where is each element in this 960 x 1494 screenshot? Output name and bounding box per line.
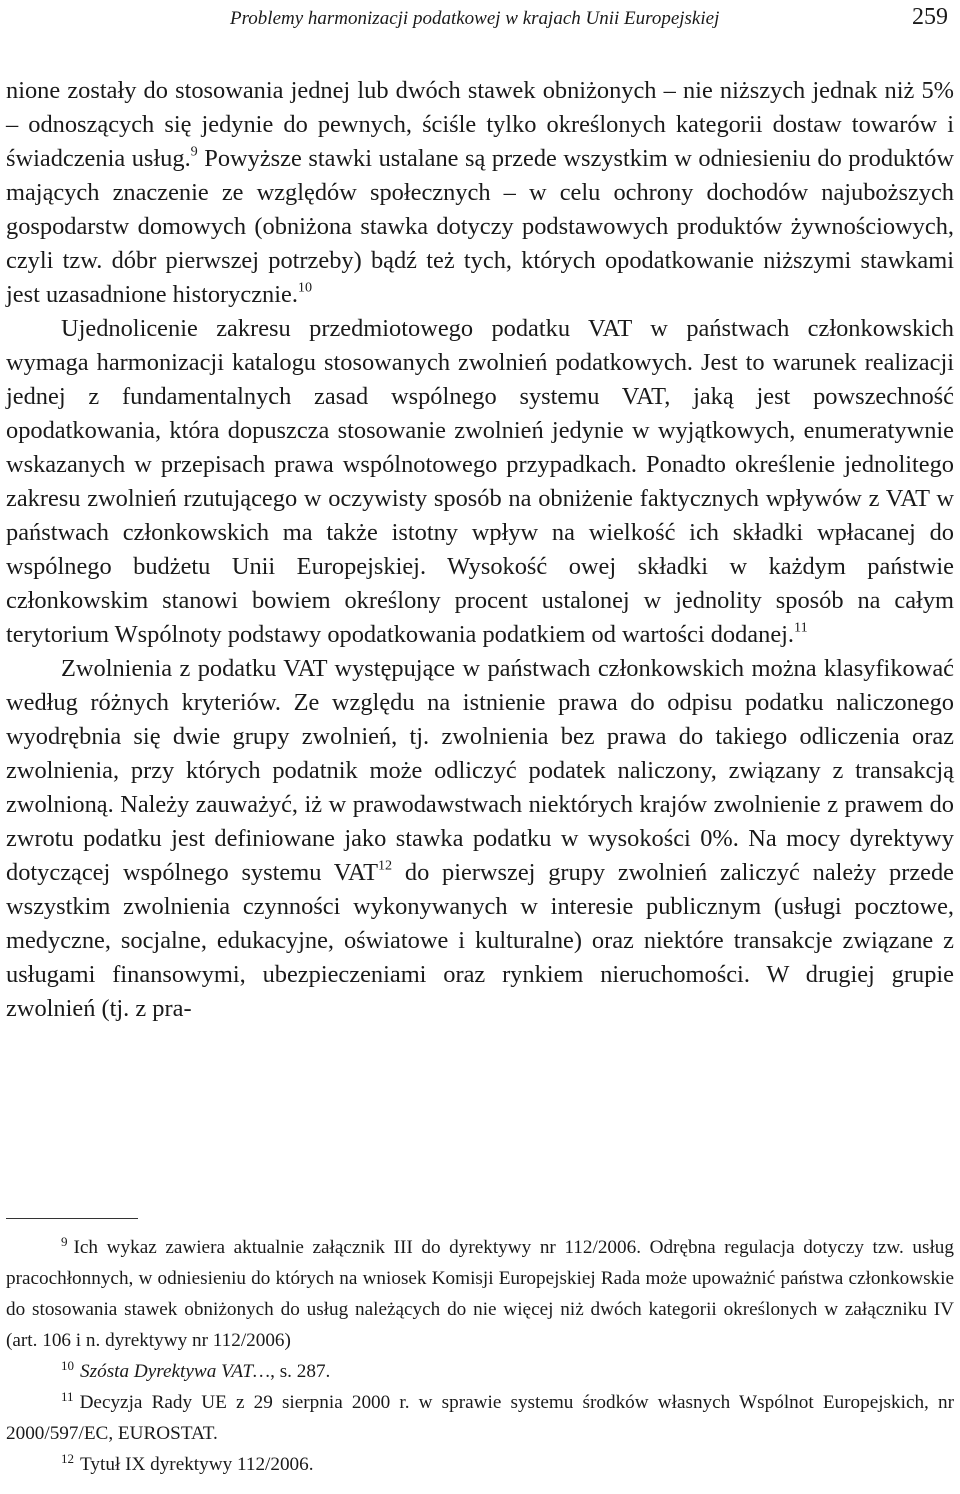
- paragraph-3-text-b: do pierwszej grupy zwolnień zaliczyć należy przede wszystkim zwolnienia czynności wykonywanych w interesie publicznym (usługi pocztowe, medyczne, socjalne, edukacyjne, oświatowe i kulturalne) oraz niektóre transakcje związane z usługami finansowymi, ubezpieczeniami oraz rynkiem nieruchomości. W drugiej grupie zwolnień (tj. z pra-: [6, 859, 955, 1022]
- paragraph-3-text-a: Zwolnienia z podatku VAT występujące w państwach członkowskich można klasyfikować według różnych kryteriów. Ze względu na istnienie prawa do odpisu podatku naliczonego wyodrębnia się dwie grupy zwolnień, tj. zwolnienia bez prawa do takiego odliczenia oraz zwolnienia, przy których podatnik może odliczyć podatek naliczony, związany z transakcją zwolnioną. Należy zauważyć, iż w prawodawstwach niektórych krajów zwolnienie z prawem do zwrotu podatku jest definiowane jako stawka podatku w wysokości 0%. Na mocy dyrektywy dotyczącej wspólnego systemu VAT: [6, 655, 954, 886]
- footnote-ref-11[interactable]: 11: [794, 619, 808, 636]
- body-text: [6, 74, 954, 1026]
- footnote-text: Decyzja Rady UE z 29 sierpnia 2000 r. w sprawie systemu środków własnych Wspólnot Europejskich, nr 2000/597/EC, EUROSTAT.: [6, 1392, 954, 1444]
- footnotes: [6, 1232, 954, 1480]
- footnote-mark: 11: [61, 1388, 74, 1404]
- paragraph-1-text-a: nione zostały do stosowania jednej lub dwóch stawek obniżonych – nie niższych jednak niż 5% – odnoszących się jedynie do pewnych, ściśle tylko określonych kategorii dostaw towarów i świadczenia usług.: [6, 77, 954, 172]
- paragraph-2-text-a: Ujednolicenie zakresu przedmiotowego podatku VAT w państwach członkowskich wymaga harmonizacji katalogu stosowanych zwolnień podatkowych. Jest to warunek realizacji jednej z fundamentalnych zasad wspólnego systemu VAT, jaką jest powszechność opodatkowania, która dopuszcza stosowanie zwolnień jedynie w wyjątkowych, enumeratywnie wskazanych w przepisach prawa wspólnotowego przypadkach. Ponadto określenie jednolitego zakresu zwolnień rzutującego w oczywisty sposób na obniżenie faktycznych wpływów z VAT w państwach członkowskich ma także istotny wpływ na wielkość ich składki wpłacanej do wspólnego budżetu Unii Europejskiej. Wysokość owej składki w każdym państwie członkowskim stanowi bowiem określony procent ustalonej w jednolity sposób na całym terytorium Wspólnoty podstawy opodatkowania podatkiem od wartości dodanej.: [6, 315, 954, 648]
- footnote-11: [6, 1387, 954, 1449]
- footnote-text: Ich wykaz zawiera aktualnie załącznik III do dyrektywy nr 112/2006. Odrębna regulacja dotyczy tzw. usług pracochłonnych, w odniesieniu do których na wniosek Komisji Europejskiej Rada może upoważnić państwa członkowskie do stosowania stawek obniżonych do usług należących do nie więcej niż dwóch kategorii określonych w załączniku IV (art. 106 i n. dyrektywy nr 112/2006): [6, 1237, 954, 1351]
- footnote-mark: 10: [61, 1357, 75, 1373]
- paragraph-1-text-b: Powyższe stawki ustalane są przede wszystkim w odniesieniu do produktów mających znaczenie ze względów społecznych – w celu ochrony dochodów najuboższych gospodarstw domowych (obniżona stawka dotyczy podstawowych produktów żywnościowych, czyli tzw. dóbr pierwszej potrzeby) bądź też tych, których opodatkowanie niższymi stawkami jest uzasadnione historycznie.: [6, 145, 954, 308]
- running-title: Problemy harmonizacji podatkowej w krajach Unii Europejskiej: [230, 8, 720, 29]
- paragraph-1: [6, 74, 954, 312]
- paragraph-3: [6, 652, 954, 1026]
- footnote-text: , s. 287.: [270, 1361, 331, 1382]
- footnote-ref-9[interactable]: 9: [190, 143, 198, 160]
- footnote-italic-title: Szósta Dyrektywa VAT…: [80, 1361, 271, 1382]
- footnote-mark: 12: [61, 1450, 75, 1466]
- footnote-10: [6, 1356, 954, 1387]
- footnote-text: Tytuł IX dyrektywy 112/2006.: [80, 1454, 314, 1475]
- page-number: 259: [912, 4, 948, 30]
- running-header: [6, 4, 954, 38]
- footnote-divider: [6, 1218, 138, 1219]
- footnote-mark: 9: [61, 1233, 68, 1249]
- footnote-ref-12[interactable]: 12: [377, 857, 393, 874]
- footnote-9: [6, 1232, 954, 1356]
- paragraph-2: [6, 312, 954, 652]
- footnote-12: [6, 1449, 954, 1480]
- footnote-ref-10[interactable]: 10: [297, 279, 313, 296]
